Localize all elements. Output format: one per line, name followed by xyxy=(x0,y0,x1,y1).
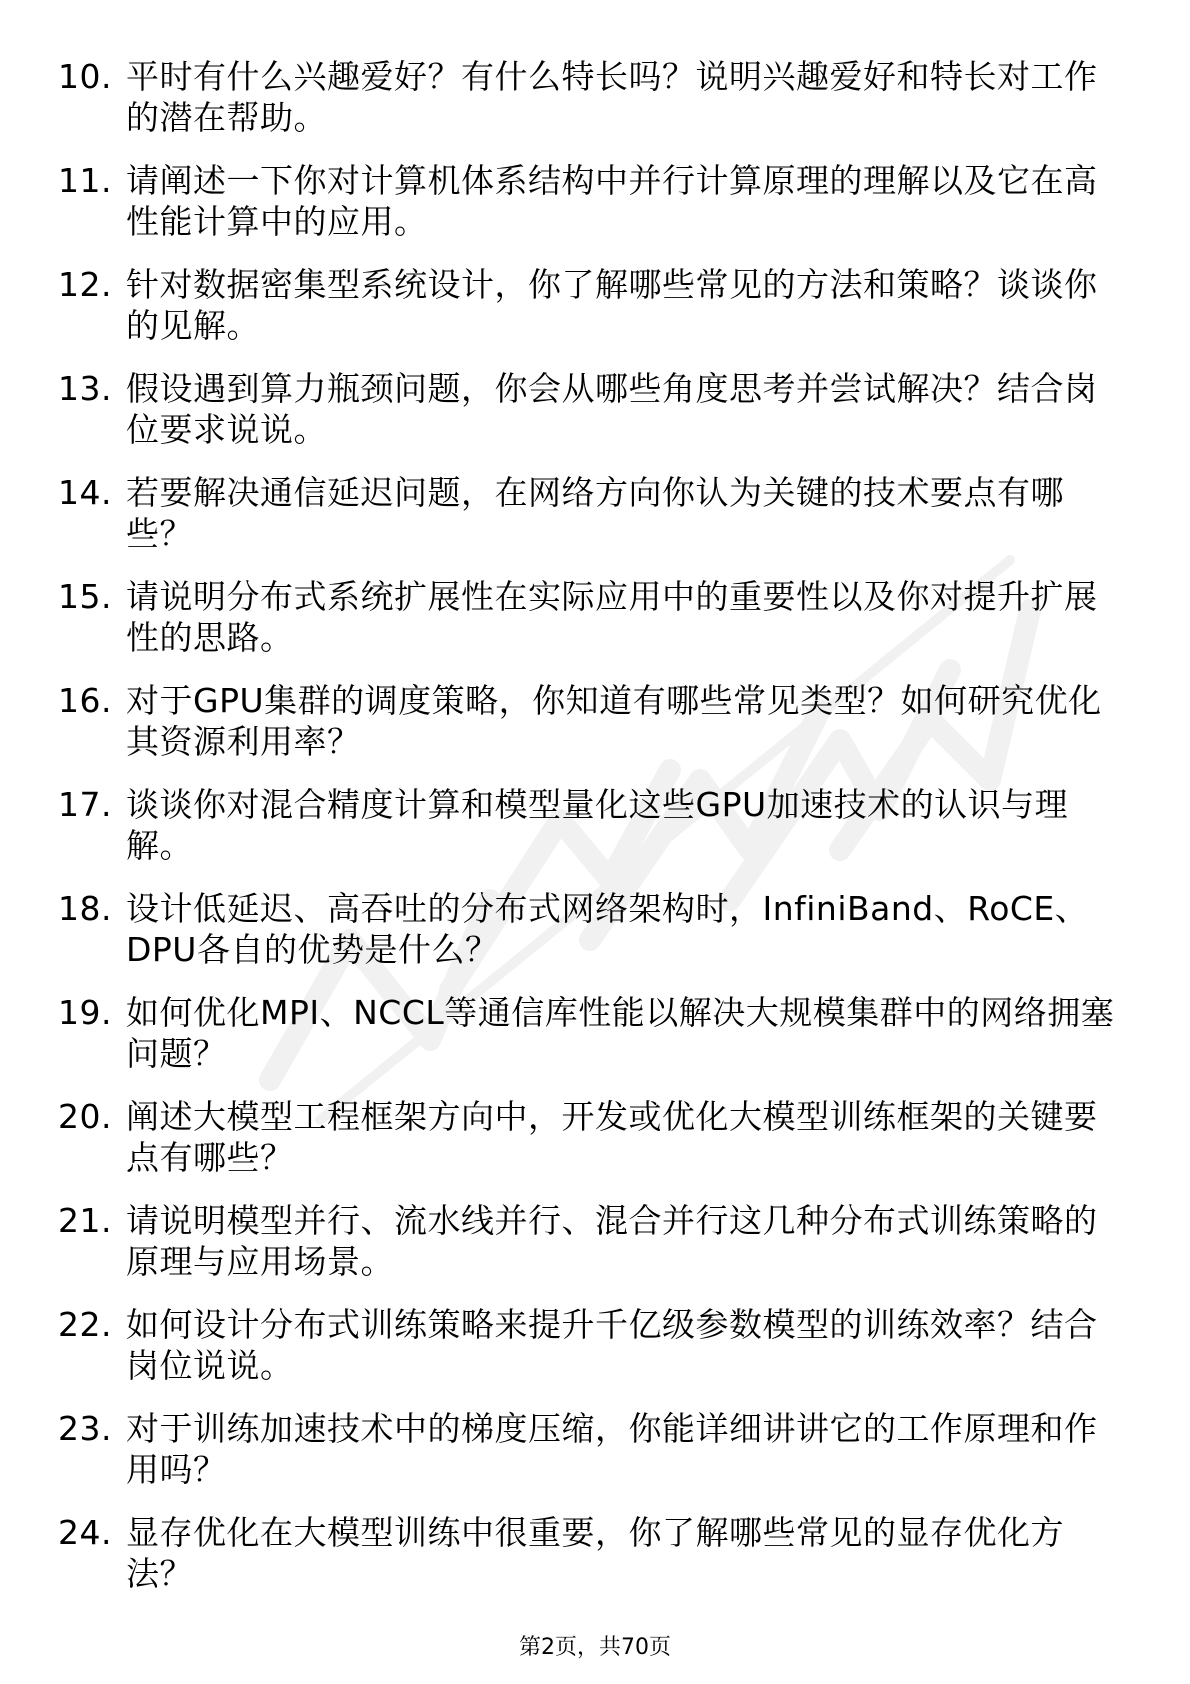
question-item xyxy=(58,1200,1138,1304)
question-item xyxy=(58,888,1138,992)
question-number: 24. xyxy=(58,1513,112,1552)
question-text: 平时有什么兴趣爱好？有什么特长吗？说明兴趣爱好和特长对工作的潜在帮助。 xyxy=(126,57,1098,137)
question-number: 14. xyxy=(58,473,112,512)
question-number: 21. xyxy=(58,1201,112,1240)
question-item xyxy=(58,472,1138,576)
question-text: 设计低延迟、高吞吐的分布式网络架构时，InfiniBand、RoCE、DPU各自的优势是什么？ xyxy=(126,889,1089,969)
question-number: 23. xyxy=(58,1409,112,1448)
question-number: 13. xyxy=(58,369,112,408)
question-text: 对于GPU集群的调度策略，你知道有哪些常见类型？如何研究优化其资源利用率？ xyxy=(126,681,1102,761)
question-number: 10. xyxy=(58,57,112,96)
question-text: 谈谈你对混合精度计算和模型量化这些GPU加速技术的认识与理解。 xyxy=(126,785,1069,865)
question-number: 19. xyxy=(58,993,112,1032)
question-text: 显存优化在大模型训练中很重要，你了解哪些常见的显存优化方法？ xyxy=(126,1513,1064,1593)
question-item xyxy=(58,160,1138,264)
question-text: 请说明分布式系统扩展性在实际应用中的重要性以及你对提升扩展性的思路。 xyxy=(126,577,1098,657)
question-item xyxy=(58,1512,1138,1616)
question-number: 18. xyxy=(58,889,112,928)
question-number: 15. xyxy=(58,577,112,616)
question-text: 假设遇到算力瓶颈问题，你会从哪些角度思考并尝试解决？结合岗位要求说说。 xyxy=(126,369,1098,449)
question-item xyxy=(58,680,1138,784)
question-item xyxy=(58,1408,1138,1512)
question-item xyxy=(58,784,1138,888)
page-number-label: 第2页，共70页 xyxy=(519,1635,671,1660)
page-footer xyxy=(0,1634,1190,1662)
question-item xyxy=(58,1304,1138,1408)
question-item xyxy=(58,264,1138,368)
question-text: 针对数据密集型系统设计，你了解哪些常见的方法和策略？谈谈你的见解。 xyxy=(126,265,1098,345)
question-list xyxy=(58,56,1138,1616)
question-text: 对于训练加速技术中的梯度压缩，你能详细讲讲它的工作原理和作用吗？ xyxy=(126,1409,1098,1489)
question-number: 16. xyxy=(58,681,112,720)
question-text: 如何优化MPI、NCCL等通信库性能以解决大规模集群中的网络拥塞问题？ xyxy=(126,993,1115,1073)
question-number: 22. xyxy=(58,1305,112,1344)
question-item xyxy=(58,368,1138,472)
question-text: 请阐述一下你对计算机体系结构中并行计算原理的理解以及它在高性能计算中的应用。 xyxy=(126,161,1098,241)
question-number: 17. xyxy=(58,785,112,824)
question-item xyxy=(58,992,1138,1096)
question-item xyxy=(58,576,1138,680)
question-item xyxy=(58,56,1138,160)
question-text: 若要解决通信延迟问题，在网络方向你认为关键的技术要点有哪些？ xyxy=(126,473,1064,553)
question-number: 12. xyxy=(58,265,112,304)
question-number: 11. xyxy=(58,161,112,200)
question-text: 如何设计分布式训练策略来提升千亿级参数模型的训练效率？结合岗位说说。 xyxy=(126,1305,1098,1385)
question-item xyxy=(58,1096,1138,1200)
question-text: 阐述大模型工程框架方向中，开发或优化大模型训练框架的关键要点有哪些？ xyxy=(126,1097,1098,1177)
question-number: 20. xyxy=(58,1097,112,1136)
question-text: 请说明模型并行、流水线并行、混合并行这几种分布式训练策略的原理与应用场景。 xyxy=(126,1201,1098,1281)
